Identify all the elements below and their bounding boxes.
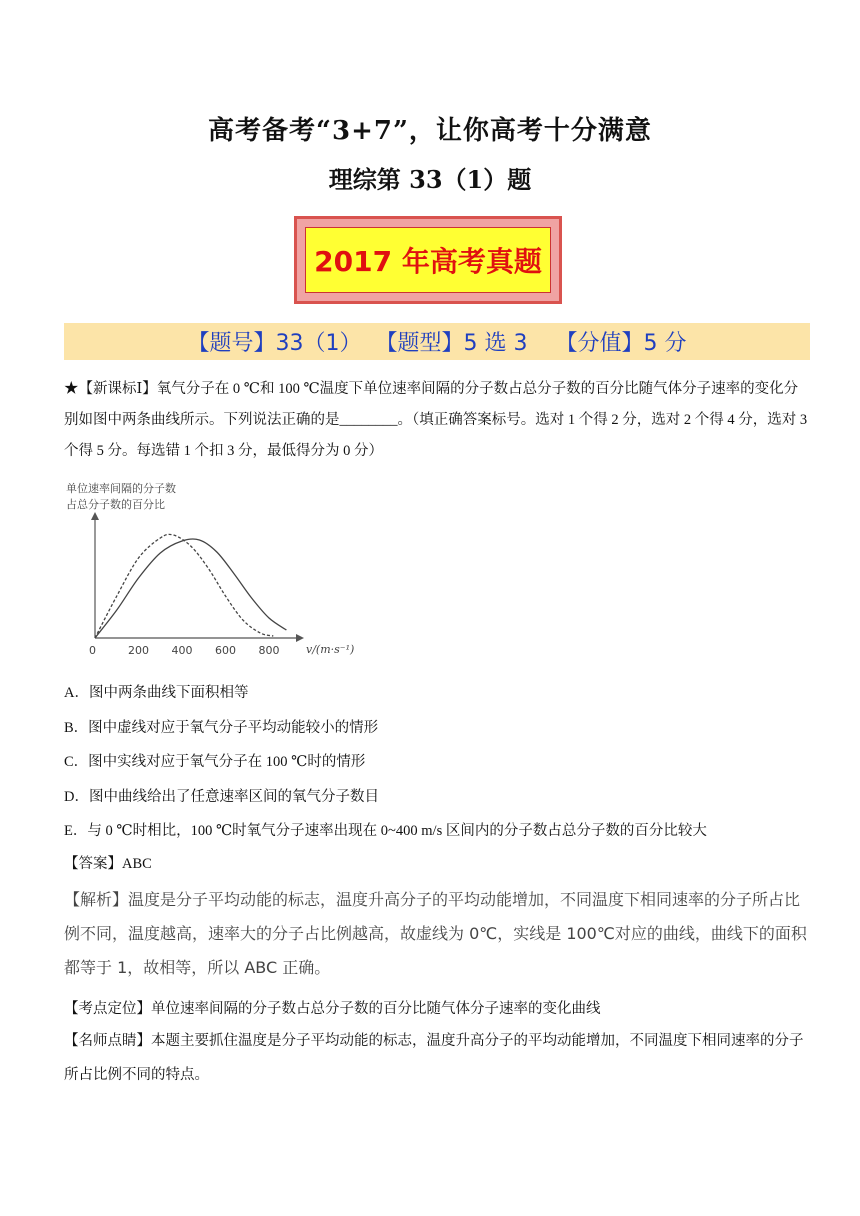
question-score: 【分值】5 分 [555,331,687,356]
option-d: D．图中曲线给出了任意速率区间的氧气分子数目 [64,789,379,805]
question-info-bar [64,323,810,360]
page-subtitle: 理综第 33（1）题 [328,165,532,194]
analysis-line: 【解析】温度是分子平均动能的标志，温度升高分子的平均动能增加，不同温度下相同速率的分子所占比 [64,890,801,909]
question-stem: ★【新课标Ⅰ】氧气分子在 0 ℃和 100 ℃温度下单位速率间隔的分子数占总分子数的百分比随气体分子速率的变化分别如图中两条曲线所示。下列说法正确的是________。（填正确答案标号。选对 1 个得 2 分，选对 2 个得 4 分，选对 3 个得 5 分。每选错 1 个扣 3 分，最低得分为 0 分） [64,381,808,459]
chart-series-dashed [95,534,273,638]
year-banner-text: 2017 年高考真题 [305,227,551,293]
chart-xlabel: v/(m·s⁻¹) [306,643,355,656]
teacher-tip: 【名师点睛】本题主要抓住温度是分子平均动能的标志，温度升高分子的平均动能增加，不同温度下相同速率的分子所占比例不同的特点。 [64,1033,804,1083]
chart-x-tick-label: 0 [89,644,96,657]
chart-x-arrow [296,634,304,642]
year-banner [294,216,562,304]
option-e: E．与 0 ℃时相比，100 ℃时氧气分子速率出现在 0~400 m/s 区间内的分子数占总分子数的百分比较大 [64,823,707,839]
chart-x-tick-label: 200 [128,644,149,657]
chart-x-tick-label: 800 [258,644,280,657]
option-c: C．图中实线对应于氧气分子在 100 ℃时的情形 [64,754,366,770]
chart-x-tick-label: 600 [215,644,236,657]
velocity-distribution-chart [62,478,355,664]
analysis-line: 例不同，温度越高，速率大的分子占比例越高，故虚线为 0℃，实线是 100℃对应的曲线，曲线下的面积 [64,924,807,943]
chart-y-arrow [91,512,99,520]
question-number: 【题号】33（1） [187,331,362,356]
answer: 【答案】ABC [64,856,152,872]
chart-series-solid [95,539,286,638]
chart-ylabel-line1: 单位速率间隔的分子数 [66,482,176,495]
option-a: A．图中两条曲线下面积相等 [64,685,249,701]
option-b: B．图中虚线对应于氧气分子平均动能较小的情形 [64,720,379,736]
knowledge-point: 【考点定位】单位速率间隔的分子数占总分子数的百分比随气体分子速率的变化曲线 [64,1001,601,1017]
analysis-line: 都等于 1，故相等，所以 ABC 正确。 [64,958,331,977]
chart-ylabel-line2: 占总分子数的百分比 [66,498,165,511]
chart-x-tick-label: 400 [171,644,193,657]
question-type: 【题型】5 选 3 [375,331,528,356]
page-title: 高考备考“3+7”，让你高考十分满意 [208,116,652,146]
analysis [64,883,814,985]
